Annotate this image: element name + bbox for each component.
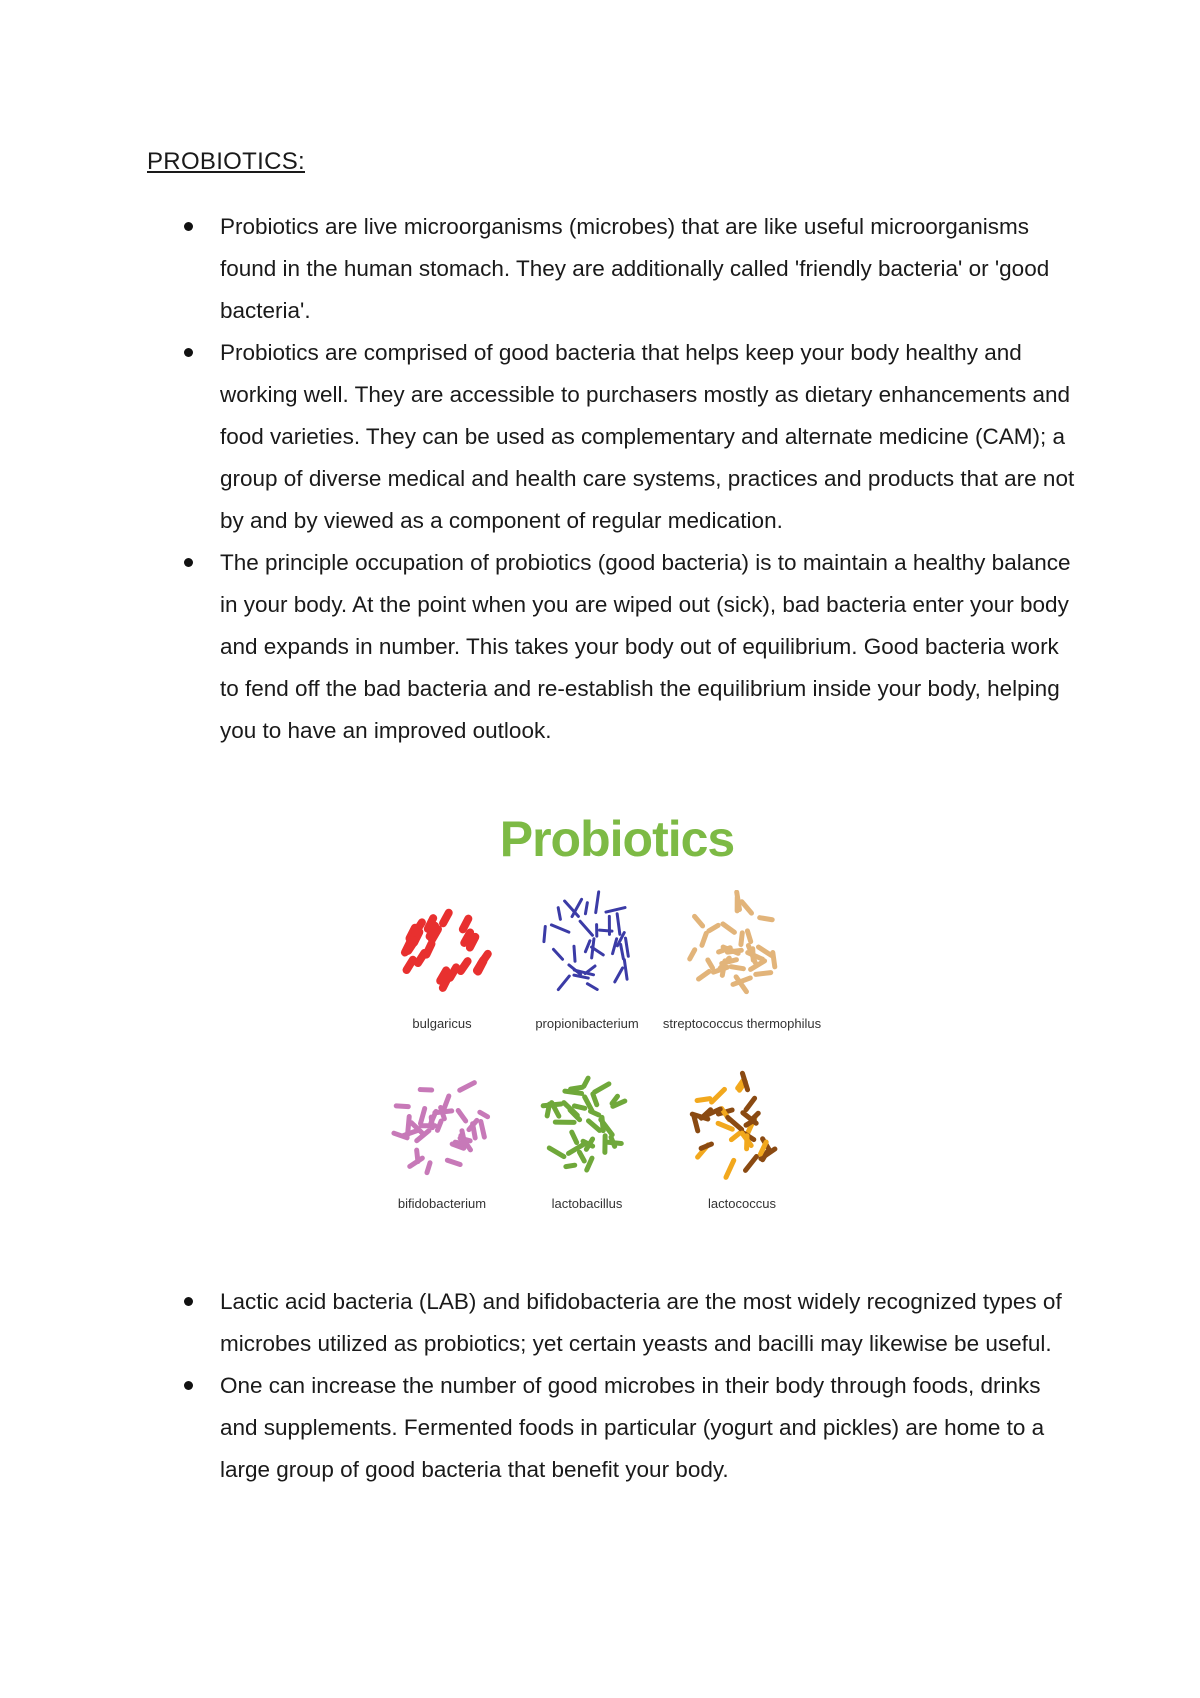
bacterium-shape <box>455 1107 470 1124</box>
bacteria-cluster <box>686 890 777 995</box>
bacterium-shape <box>708 1086 728 1106</box>
bacterium-shape <box>444 1157 463 1168</box>
bacterium-shape <box>418 1087 435 1093</box>
bacteria-cluster <box>391 1079 491 1175</box>
bacterium-shape <box>476 1109 491 1120</box>
bacterium-shape <box>738 930 745 947</box>
bacterium-shape <box>686 946 698 962</box>
bacterium-shape <box>724 1114 745 1133</box>
bacterium-shape <box>578 919 595 937</box>
bacterium-shape <box>615 912 621 936</box>
bullet-item <box>147 332 1077 542</box>
bacterium-shape <box>394 1103 411 1109</box>
bacterium-shape <box>549 923 570 934</box>
bacterium-shape <box>542 925 547 943</box>
bacterium-shape <box>563 1162 578 1169</box>
bullet-dot-icon <box>184 558 193 567</box>
bullet-text: One can increase the number of good microbes in their body through foods, drinks and supplements. Fermented foods in particular (yogurt and pickles) are home to a large group of good bacteria that benefit your body. <box>220 1373 1045 1482</box>
bacterium-shape <box>553 1120 577 1125</box>
bacterium-shape <box>719 920 738 935</box>
bacterium-shape <box>613 966 625 984</box>
bullet-item <box>147 542 1077 752</box>
bacteria-cluster <box>542 890 630 991</box>
bacterium-shape <box>456 1079 477 1093</box>
bullet-text: Probiotics are live microorganisms (microbes) that are like useful microorganisms found in the human stomach. They are additionally called 'friendly bacteria' or 'good bacteria'. <box>220 214 1050 323</box>
bacteria-illustration <box>372 890 862 1240</box>
bacterium-shape <box>438 907 455 928</box>
bacteria-caption: bifidobacterium <box>397 1196 487 1211</box>
bacteria-caption: propionibacterium <box>535 1016 639 1031</box>
bullet-item <box>147 206 1077 332</box>
bullet-dot-icon <box>184 1381 193 1390</box>
bullet-dot-icon <box>184 1297 193 1306</box>
bacterium-shape <box>598 929 614 933</box>
bullet-list-bottom <box>147 1281 1077 1491</box>
bacteria-caption: lactococcus <box>708 1196 776 1211</box>
bacterium-shape <box>757 915 775 923</box>
bacterium-shape <box>568 1129 580 1146</box>
bacterium-shape <box>556 974 571 992</box>
bullet-text: The principle occupation of probiotics (good bacteria) is to maintain a healthy balance in your body. At the point when you are wiped out (sick), bad bacteria enter your body and expands in number. This takes your body out of equilibrium. Good bacteria work to fend off the bad bacteria and re-establish the equilibrium inside your body, helping you to have an improved outlook. <box>220 550 1071 743</box>
bullet-dot-icon <box>184 348 193 357</box>
bacterium-shape <box>556 906 562 921</box>
bacterium-shape <box>602 1133 607 1155</box>
bacterium-shape <box>753 970 774 977</box>
bacterium-shape <box>624 936 630 958</box>
bacterium-shape <box>691 913 706 930</box>
bacterium-shape <box>546 1145 567 1161</box>
figure-title: Probiotics <box>499 811 735 867</box>
probiotics-figure <box>372 810 862 1240</box>
bacterium-shape <box>591 1080 612 1095</box>
bacterium-shape <box>619 943 625 961</box>
bacterium-shape <box>419 1123 438 1128</box>
bullet-text: Probiotics are comprised of good bacteria that helps keep your body healthy and working well. They are accessible to purchasers mostly as dietary enhancements and food varieties. They can be used as complementary and alternate medicine (CAM); a group of diverse medical and health care systems, practices and products that are not by and by viewed as a component of regular medication. <box>220 340 1075 533</box>
bacterium-shape <box>695 968 713 983</box>
bacterium-shape <box>623 958 629 981</box>
bacteria-caption: bulgaricus <box>412 1016 472 1031</box>
bacterium-shape <box>604 906 627 914</box>
bacterium-shape <box>699 930 710 948</box>
bacterium-shape <box>572 945 576 963</box>
bullet-text: Lactic acid bacteria (LAB) and bifidobacteria are the most widely recognized types of microbes utilized as probiotics; yet certain yeasts and bacilli may likewise be useful. <box>220 1289 1062 1356</box>
bacterium-shape <box>747 957 768 972</box>
bullet-item <box>147 1281 1077 1365</box>
bacterium-shape <box>742 1095 758 1114</box>
bacteria-cluster <box>400 907 494 993</box>
bullet-item <box>147 1365 1077 1491</box>
bacteria-caption: lactobacillus <box>551 1196 623 1211</box>
bacterium-shape <box>424 1160 433 1176</box>
bacterium-shape <box>723 1157 737 1181</box>
bacterium-shape <box>770 950 778 970</box>
bacteria-cluster <box>689 1070 778 1180</box>
bullet-list-top <box>147 206 1077 752</box>
bacterium-shape <box>595 923 598 938</box>
bacteria-caption: streptococcus thermophilus <box>662 1016 822 1031</box>
page-heading: PROBIOTICS: <box>147 148 305 175</box>
bacterium-shape <box>584 901 589 916</box>
bacterium-shape <box>594 890 600 914</box>
bacterium-shape <box>585 982 599 992</box>
bacterium-shape <box>742 1153 760 1174</box>
bacterium-shape <box>478 1119 488 1141</box>
bacterium-shape <box>728 964 746 972</box>
bacterium-shape <box>608 915 611 936</box>
bacterium-shape <box>551 947 564 961</box>
bacterium-shape <box>744 928 754 945</box>
bacteria-cluster <box>540 1075 628 1174</box>
bullet-dot-icon <box>184 222 193 231</box>
